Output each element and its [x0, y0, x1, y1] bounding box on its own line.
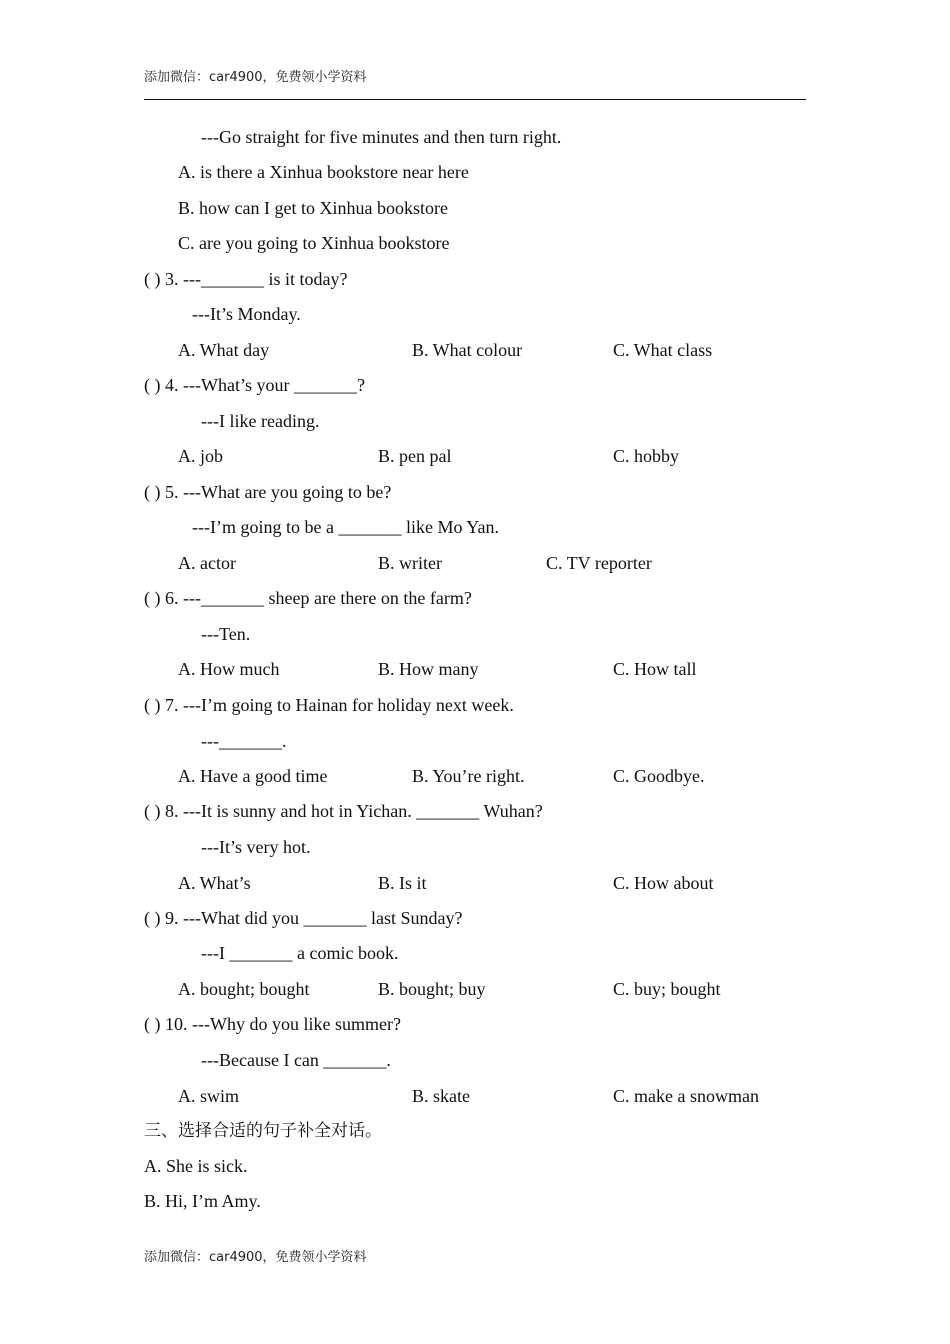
q7-option-a: A. Have a good time [178, 766, 328, 786]
q4-answer: ---I like reading. [201, 411, 320, 431]
q8-question: ( ) 8. ---It is sunny and hot in Yichan. _______ Wuhan? [144, 801, 543, 821]
q2-option-b: B. how can I get to Xinhua bookstore [178, 198, 448, 218]
q6-answer: ---Ten. [201, 624, 251, 644]
q8-option-c: C. How about [613, 873, 714, 893]
q9-question: ( ) 9. ---What did you _______ last Sunday? [144, 908, 463, 928]
q7-answer: ---_______. [201, 731, 287, 751]
section3-option-a: A. She is sick. [144, 1156, 248, 1176]
q10-option-c: C. make a snowman [613, 1086, 759, 1106]
section3-title: 三、选择合适的句子补全对话。 [144, 1121, 382, 1141]
q6-option-b: B. How many [378, 659, 479, 679]
q3-option-b: B. What colour [412, 340, 523, 360]
section3-option-b: B. Hi, I’m Amy. [144, 1191, 261, 1211]
q2-option-a: A. is there a Xinhua bookstore near here [178, 162, 469, 182]
q9-option-b: B. bought; buy [378, 979, 486, 999]
q8-option-a: A. What’s [178, 873, 251, 893]
q5-answer: ---I’m going to be a _______ like Mo Yan. [192, 517, 499, 537]
q10-answer: ---Because I can _______. [201, 1050, 391, 1070]
page-header: 添加微信：car4900，免费领小学资料 [144, 70, 367, 85]
q7-question: ( ) 7. ---I’m going to Hainan for holiday next week. [144, 695, 514, 715]
header-divider [144, 99, 806, 100]
q8-answer: ---It’s very hot. [201, 837, 311, 857]
q5-option-a: A. actor [178, 553, 236, 573]
q4-option-b: B. pen pal [378, 446, 452, 466]
q3-option-c: C. What class [613, 340, 713, 360]
q5-option-c: C. TV reporter [546, 553, 652, 573]
q4-option-a: A. job [178, 446, 223, 466]
q8-option-b: B. Is it [378, 873, 427, 893]
q7-option-c: C. Goodbye. [613, 766, 705, 786]
q3-option-a: A. What day [178, 340, 270, 360]
q3-answer: ---It’s Monday. [192, 304, 301, 324]
q9-answer: ---I _______ a comic book. [201, 943, 399, 963]
q10-option-a: A. swim [178, 1086, 240, 1106]
q10-option-b: B. skate [412, 1086, 470, 1106]
q9-option-c: C. buy; bought [613, 979, 721, 999]
q5-question: ( ) 5. ---What are you going to be? [144, 482, 392, 502]
q5-option-b: B. writer [378, 553, 442, 573]
q6-option-a: A. How much [178, 659, 280, 679]
q2-option-c: C. are you going to Xinhua bookstore [178, 233, 450, 253]
q4-option-c: C. hobby [613, 446, 680, 466]
q2-answer: ---Go straight for five minutes and then turn right. [201, 127, 562, 147]
page-footer: 添加微信：car4900，免费领小学资料 [144, 1250, 367, 1265]
q9-option-a: A. bought; bought [178, 979, 310, 999]
q3-question: ( ) 3. ---_______ is it today? [144, 269, 348, 289]
q10-question: ( ) 10. ---Why do you like summer? [144, 1014, 401, 1034]
q6-question: ( ) 6. ---_______ sheep are there on the farm? [144, 588, 472, 608]
q4-question: ( ) 4. ---What’s your _______? [144, 375, 365, 395]
q6-option-c: C. How tall [613, 659, 697, 679]
q7-option-b: B. You’re right. [412, 766, 525, 786]
